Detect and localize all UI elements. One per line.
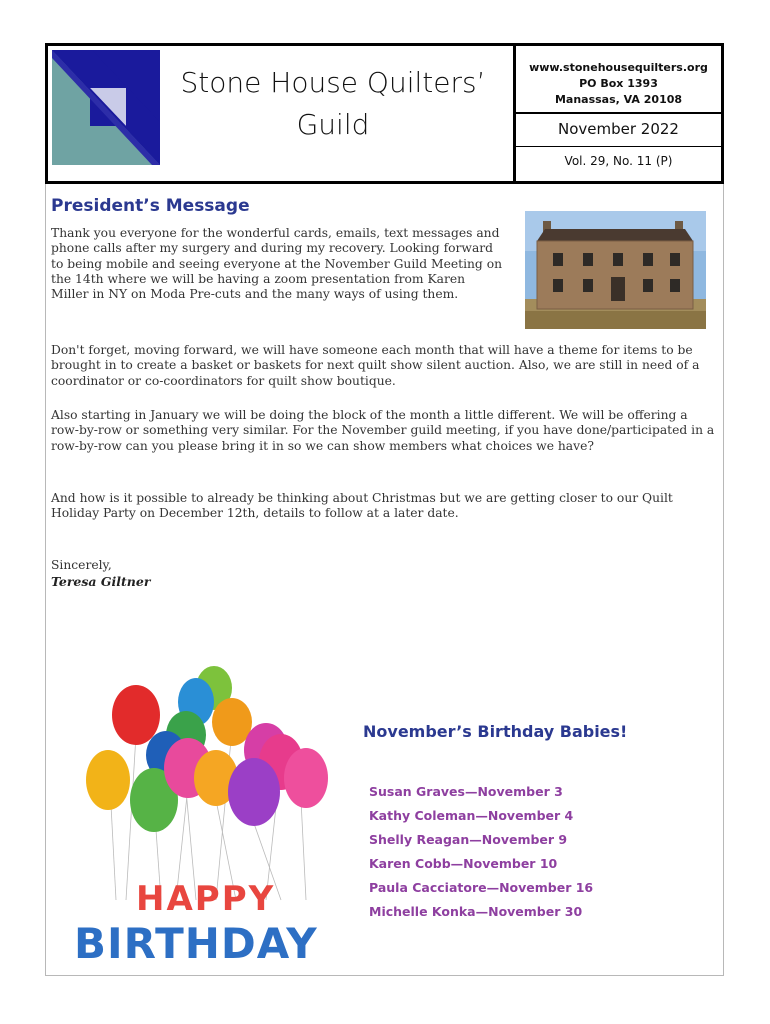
birthday-item: Michelle Konka—November 30: [369, 904, 583, 919]
happy-birthday-balloons-image: [66, 660, 336, 965]
closing-salutation: Sincerely,: [51, 558, 112, 572]
birthday-item: Susan Graves—November 3: [369, 784, 563, 799]
birthday-list: [369, 780, 593, 924]
masthead: [45, 43, 724, 184]
happy-text: HAPPY: [136, 879, 276, 919]
title-line-1: Stone House Quilters’: [180, 66, 486, 99]
birthday-item: Paula Cacciatore—November 16: [369, 880, 594, 895]
contact-rule: [516, 112, 721, 114]
stone-house-photo: [525, 211, 706, 329]
message-paragraph-1: Thank you everyone for the wonderful cards, emails, text messages and phone calls after my surgery and during my recovery. Looking forward to being mobile and seeing everyone at the November Guild Meeting on the 14th where we will be having a zoom presentation from Karen Miller in NY on Moda Pre-cuts and the many ways of using them.: [51, 226, 503, 302]
volume-rule: [516, 146, 721, 147]
quilt-block-logo: [52, 50, 160, 165]
message-paragraph-4: And how is it possible to already be thinking about Christmas but we are getting closer to our Quilt Holiday Party on December 12th, details to follow at a later date.: [51, 491, 673, 521]
birthday-heading: November’s Birthday Babies!: [363, 722, 628, 741]
birthday-item: Karen Cobb—November 10: [369, 856, 558, 871]
birthday-item: Shelly Reagan—November 9: [369, 832, 568, 847]
guild-title: [163, 62, 503, 146]
volume-number: Vol. 29, No. 11 (P): [564, 154, 673, 168]
birthday-item: Kathy Coleman—November 4: [369, 808, 574, 823]
signature: Teresa Giltner: [51, 574, 151, 589]
title-line-2: Guild: [296, 108, 370, 141]
po-box: PO Box 1393: [579, 77, 658, 90]
message-paragraph-2: Don't forget, moving forward, we will have someone each month that will have a theme for items to be brought in to create a basket or baskets for next quilt show silent auction. Also, we are still in need of a coordinator or co-coordinators for quilt show boutique.: [51, 343, 700, 388]
message-paragraph-3: Also starting in January we will be doing the block of the month a little different. We will be offering a row-by-row or something very similar. For the November guild meeting, if you have done/participated in a row-by-row can you please bring it in so we can show members what choices we have?: [51, 408, 715, 453]
website-link[interactable]: www.stonehousequilters.org: [529, 61, 708, 74]
contact-block: [516, 46, 721, 110]
issue-date: November 2022: [558, 120, 679, 138]
presidents-message-heading: President’s Message: [51, 196, 250, 216]
birthday-text: BIRTHDAY: [74, 919, 318, 965]
city-address: Manassas, VA 20108: [554, 93, 683, 106]
